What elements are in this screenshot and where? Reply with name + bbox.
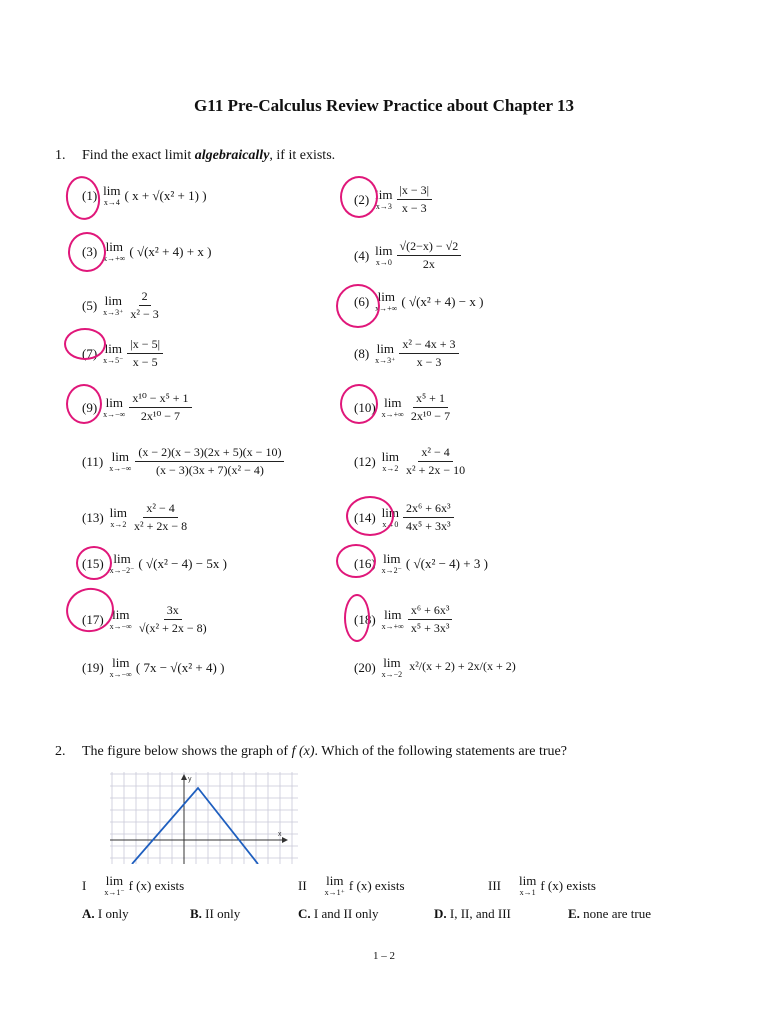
option-text: I, II, and III <box>446 906 511 921</box>
limit-approach: x→−∞ <box>109 464 132 474</box>
problem-label: (1) <box>82 187 98 203</box>
limit-approach: x→4 <box>103 198 120 207</box>
numerator: x⁵ + 1 <box>413 392 448 408</box>
fraction <box>408 392 453 423</box>
limit-approach: x→2 <box>382 464 399 474</box>
problem-10 <box>354 392 453 423</box>
problem-label: (14) <box>354 509 376 525</box>
limit-word: lim <box>112 655 130 670</box>
problem-label: (19) <box>82 659 104 675</box>
limit-operator <box>375 188 392 211</box>
denominator: 2x <box>422 257 435 272</box>
limit-word: lim <box>112 607 130 623</box>
x-axis-arrow <box>282 837 288 843</box>
statement-1 <box>82 874 184 897</box>
denominator: 2x¹⁰ − 7 <box>410 409 451 424</box>
limit-operator <box>375 290 397 313</box>
question-1-suffix: , if it exists. <box>269 148 336 163</box>
problem-label: (11) <box>82 453 104 469</box>
option-text: none are true <box>579 906 652 921</box>
denominator: x² + 2x − 10 <box>406 463 466 478</box>
problem-5 <box>82 290 162 321</box>
problem-4 <box>354 240 461 271</box>
fraction <box>129 392 191 423</box>
limit-approach: x→+∞ <box>103 254 126 263</box>
limit-operator <box>110 506 127 529</box>
option-text: I only <box>94 906 129 921</box>
problem-label: (4) <box>354 247 370 263</box>
y-axis-label: y <box>188 776 192 783</box>
limit-operator <box>519 874 536 897</box>
limit-approach: x→1⁺ <box>324 888 345 897</box>
problem-17 <box>82 604 210 635</box>
x-axis-label: x <box>278 831 282 838</box>
problem-15 <box>82 552 227 575</box>
limit-operator <box>325 874 345 897</box>
statement-text: f (x) exists <box>540 877 596 893</box>
limit-operator <box>103 240 125 263</box>
problem-14 <box>354 502 454 533</box>
problem-label: (7) <box>82 345 98 361</box>
limit-approach: x→3⁺ <box>103 308 124 318</box>
limit-approach: x→+∞ <box>381 622 404 632</box>
limit-operator <box>382 396 404 419</box>
question-1-number: 1. <box>55 148 66 163</box>
problem-label: (20) <box>354 659 376 675</box>
denominator: (x − 3)(3x + 7)(x² − 4) <box>155 463 264 478</box>
fraction <box>408 604 453 635</box>
fraction <box>136 604 210 635</box>
problem-label: (9) <box>82 399 98 415</box>
numerator: 2x⁶ + 6x³ <box>403 502 454 518</box>
limit-word: lim <box>105 395 123 411</box>
statement-3 <box>488 874 596 897</box>
limit-operator <box>110 608 132 631</box>
statement-roman: II <box>298 877 307 893</box>
expression: ( √(x² − 4) − 5x ) <box>138 555 227 571</box>
denominator: √(x² + 2x − 8) <box>138 621 207 636</box>
limit-word: lim <box>381 449 400 465</box>
limit-operator <box>382 608 404 631</box>
question-1-prefix: Find the exact limit <box>82 148 195 163</box>
fraction <box>406 660 519 675</box>
option-text: II only <box>201 906 241 921</box>
problem-9 <box>82 392 192 423</box>
fraction <box>397 184 433 215</box>
expression: ( √(x² − 4) + 3 ) <box>405 555 488 571</box>
limit-operator <box>382 506 399 529</box>
limit-approach: x→1⁻ <box>104 888 125 897</box>
problem-label: (2) <box>354 191 370 207</box>
numerator: x² − 4 <box>418 446 452 462</box>
limit-word: lim <box>384 395 402 411</box>
statement-2 <box>298 874 405 897</box>
limit-operator <box>110 656 132 679</box>
limit-operator <box>103 294 123 317</box>
limit-approach: x→2⁻ <box>381 566 402 575</box>
problem-label: (8) <box>354 345 370 361</box>
problem-1 <box>82 184 207 207</box>
y-axis-arrow <box>181 774 187 780</box>
limit-operator <box>375 342 395 365</box>
problem-label: (17) <box>82 611 104 627</box>
limit-approach: x→−∞ <box>109 622 132 632</box>
limit-word: lim <box>375 243 393 259</box>
problem-label: (18) <box>354 611 376 627</box>
problem-2 <box>354 184 432 215</box>
limit-operator <box>103 342 123 365</box>
limit-approach: x→−2⁻ <box>109 566 135 575</box>
option-3[interactable] <box>298 906 379 922</box>
problem-8 <box>354 338 459 369</box>
option-letter: C. <box>298 906 311 921</box>
problem-label: (6) <box>354 293 370 309</box>
limit-operator <box>104 874 124 897</box>
fraction <box>131 502 190 533</box>
numerator: 2 <box>139 290 151 306</box>
problem-7 <box>82 338 163 369</box>
denominator: x − 5 <box>132 355 158 370</box>
numerator: (x − 2)(x − 3)(2x + 5)(x − 10) <box>135 446 284 462</box>
expression: ( x + √(x² + 1) ) <box>124 187 207 203</box>
problem-13 <box>82 502 190 533</box>
question-1-text <box>82 148 335 164</box>
limit-operator <box>103 396 125 419</box>
limit-approach: x→−∞ <box>109 670 132 679</box>
numerator: x⁶ + 6x³ <box>408 604 453 620</box>
limit-approach: x→5⁻ <box>103 356 124 366</box>
limit-operator <box>382 656 403 679</box>
question-2-text <box>82 744 567 760</box>
numerator: x¹⁰ − x⁵ + 1 <box>129 392 191 408</box>
expression: ( √(x² + 4) + x ) <box>129 243 212 259</box>
question-2-fx: f (x) <box>291 744 315 759</box>
denominator: 4x⁵ + 3x³ <box>406 519 451 534</box>
function-line <box>132 788 258 864</box>
problem-19 <box>82 656 224 679</box>
statement-text: f (x) exists <box>128 877 185 893</box>
fraction <box>403 446 468 477</box>
limit-approach: x→−∞ <box>103 410 126 420</box>
option-1[interactable] <box>82 906 129 922</box>
limit-word: lim <box>103 183 121 198</box>
denominator: x² − 3 <box>130 307 159 322</box>
limit-approach: x→−2 <box>381 670 403 679</box>
limit-word: lim <box>105 239 123 254</box>
limit-operator <box>382 450 399 473</box>
denominator: x⁵ + 3x³ <box>410 621 450 636</box>
limit-operator <box>103 184 120 207</box>
problem-label: (13) <box>82 509 104 525</box>
problem-12 <box>354 446 468 477</box>
expression: ( 7x − √(x² + 4) ) <box>135 659 225 675</box>
limit-word: lim <box>381 505 400 521</box>
limit-word: lim <box>384 607 402 623</box>
problem-label: (16) <box>354 555 376 571</box>
limit-word: lim <box>376 341 394 357</box>
option-5[interactable] <box>568 906 651 922</box>
problem-11 <box>82 446 284 477</box>
numerator: 3x <box>164 604 182 620</box>
numerator: |x − 3| <box>397 184 433 200</box>
problem-label: (12) <box>354 453 376 469</box>
problem-label: (10) <box>354 399 376 415</box>
limit-operator <box>382 552 402 575</box>
option-letter: B. <box>190 906 202 921</box>
limit-word: lim <box>104 341 122 357</box>
limit-word: lim <box>375 187 393 203</box>
limit-approach: x→0 <box>382 520 399 530</box>
limit-word: lim <box>326 873 344 888</box>
graph-grid <box>110 772 298 864</box>
problem-18 <box>354 604 452 635</box>
limit-word: lim <box>383 655 401 670</box>
option-letter: D. <box>434 906 447 921</box>
limit-word: lim <box>377 289 395 304</box>
limit-word: lim <box>111 449 129 465</box>
fraction <box>127 290 161 321</box>
option-4[interactable] <box>434 906 511 922</box>
fraction <box>135 446 284 477</box>
page-title: G11 Pre-Calculus Review Practice about Chapter 13 <box>194 96 574 115</box>
question-2-number: 2. <box>55 744 66 759</box>
question-2-after: . Which of the following statements are true? <box>314 744 567 759</box>
statement-roman: I <box>82 877 87 893</box>
problem-20 <box>354 656 519 679</box>
limit-operator <box>110 552 135 575</box>
fraction <box>403 502 454 533</box>
limit-word: lim <box>383 551 401 566</box>
limit-approach: x→3 <box>375 202 392 212</box>
denominator: 2x¹⁰ − 7 <box>140 409 181 424</box>
problem-6 <box>354 290 483 313</box>
numerator: √(2−x) − √2 <box>397 240 462 256</box>
limit-word: lim <box>113 551 131 566</box>
fraction <box>399 338 458 369</box>
limit-approach: x→0 <box>375 258 392 268</box>
limit-approach: x→2 <box>110 520 127 530</box>
problem-16 <box>354 552 488 575</box>
limit-word: lim <box>105 873 124 888</box>
function-graph <box>110 772 298 864</box>
limit-operator <box>109 450 131 473</box>
statement-roman: III <box>488 877 501 893</box>
denominator: x − 3 <box>401 201 427 216</box>
question-2-before: The figure below shows the graph of <box>82 744 292 759</box>
problem-label: (3) <box>82 243 98 259</box>
statement-text: f (x) exists <box>348 877 405 893</box>
fraction <box>127 338 163 369</box>
limit-word: lim <box>109 505 128 521</box>
page-number: 1 – 2 <box>373 950 395 962</box>
limit-approach: x→+∞ <box>375 304 398 313</box>
question-1-emphasis: algebraically <box>194 148 270 163</box>
option-letter: A. <box>82 906 95 921</box>
numerator: x²/(x + 2) + 2x/(x + 2) <box>409 658 516 673</box>
limit-approach: x→1 <box>519 888 536 897</box>
limit-approach: x→+∞ <box>381 410 404 420</box>
denominator: x² + 2x − 8 <box>134 519 188 534</box>
fraction <box>397 240 462 271</box>
option-text: I and II only <box>310 906 379 921</box>
numerator: x² − 4x + 3 <box>399 338 458 354</box>
problem-label: (5) <box>82 297 98 313</box>
limit-word: lim <box>104 293 122 309</box>
denominator: x − 3 <box>416 355 442 370</box>
problem-label: (15) <box>82 555 104 571</box>
numerator: |x − 5| <box>127 338 163 354</box>
limit-approach: x→3⁺ <box>375 356 396 366</box>
limit-word: lim <box>519 873 537 888</box>
numerator: x² − 4 <box>143 502 177 518</box>
limit-operator <box>375 244 392 267</box>
option-2[interactable] <box>190 906 240 922</box>
problem-3 <box>82 240 211 263</box>
option-letter: E. <box>568 906 580 921</box>
expression: ( √(x² + 4) − x ) <box>401 293 484 309</box>
